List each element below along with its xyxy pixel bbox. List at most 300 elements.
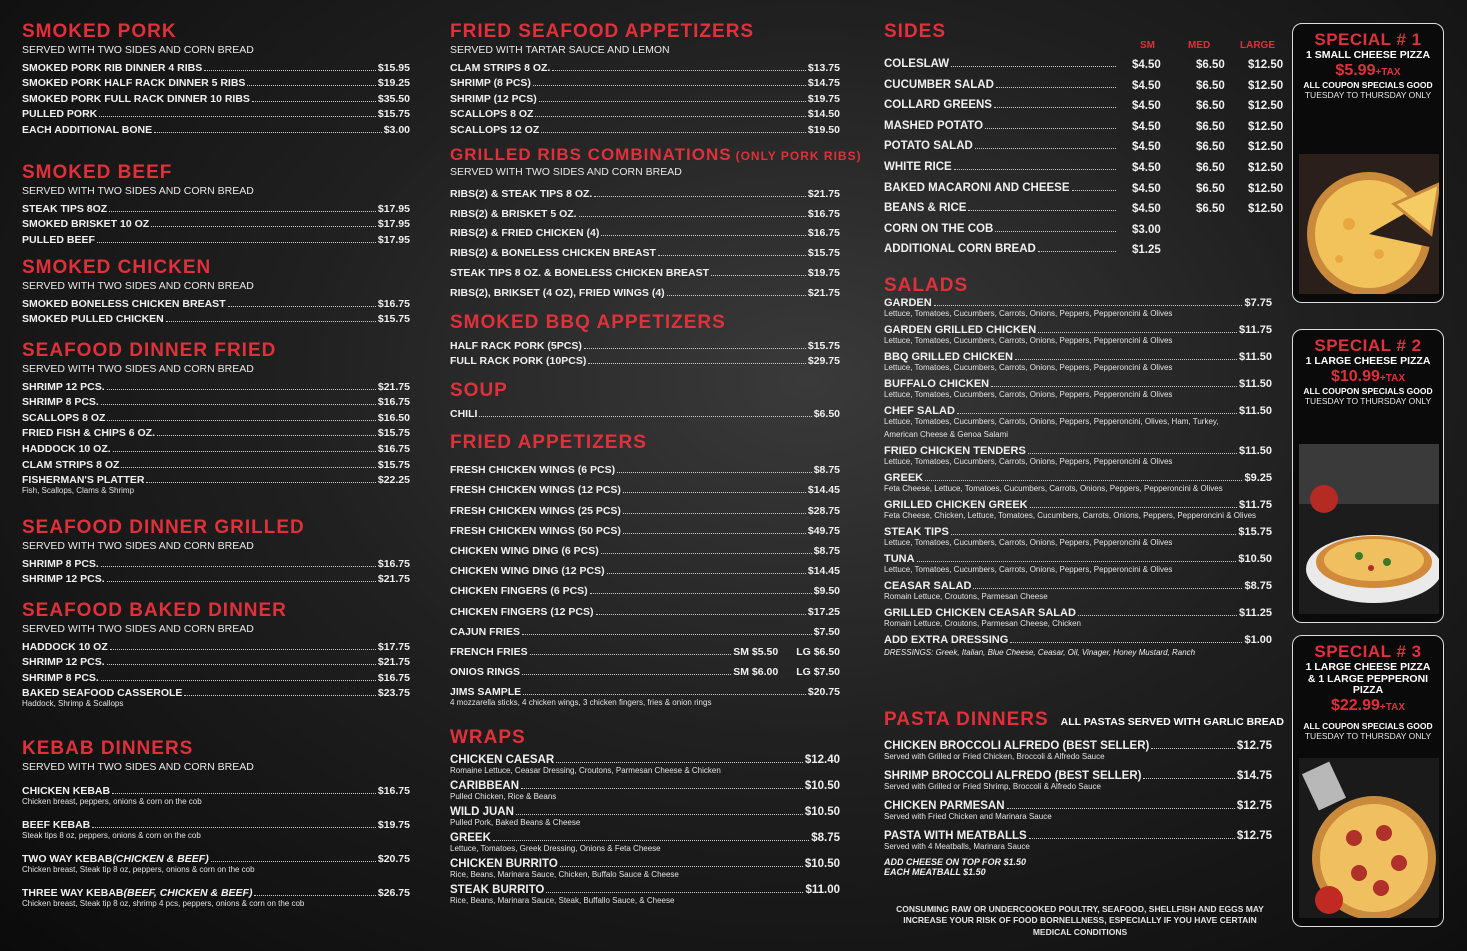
menu-item-price: $21.75 <box>807 187 840 200</box>
side-item-name: COLESLAW <box>884 58 950 70</box>
side-price: $4.50 <box>1132 59 1161 71</box>
special-1-card <box>1292 23 1444 303</box>
side-price: $12.50 <box>1248 141 1284 154</box>
menu-item-price: $12.75 <box>1236 740 1272 752</box>
menu-item-name: SHRIMP 8 PCS. <box>22 396 99 409</box>
menu-item-row <box>22 89 410 105</box>
dot-leader <box>954 169 1116 170</box>
section-title: SEAFOOD DINNER GRILLED <box>22 517 305 538</box>
item-description: Pulled Pork, Baked Beans & Cheese <box>450 818 581 827</box>
menu-item-price: $14.75 <box>1236 770 1272 782</box>
section-title: SALADS <box>884 275 969 296</box>
menu-item-price: $16.75 <box>807 207 840 220</box>
side-price: $12.50 <box>1248 100 1284 113</box>
dot-leader <box>556 762 803 763</box>
menu-item-row <box>22 653 410 669</box>
side-price: $4.50 <box>1132 100 1161 113</box>
menu-item-price-small: SM $6.00 <box>733 666 779 679</box>
dot-leader <box>110 649 376 650</box>
menu-item-row <box>884 551 1272 565</box>
menu-item-name: STEAK TIPS 8 OZ. & BONELESS CHICKEN BREAST <box>450 266 710 279</box>
side-price: $12.50 <box>1248 162 1284 174</box>
dot-leader <box>493 840 809 841</box>
side-price: $6.50 <box>1196 162 1225 174</box>
side-item-name: MASHED POTATO <box>884 119 984 132</box>
menu-item-name: PULLED BEEF <box>22 233 95 246</box>
item-description: Served with Grilled or Fried Chicken, Broccoli & Alfredo Sauce <box>884 752 1105 761</box>
menu-item-price: $8.75 <box>811 832 840 844</box>
menu-item-row <box>450 239 840 259</box>
menu-item-name: CHICKEN FINGERS (12 PCS) <box>450 605 594 618</box>
menu-item-row <box>884 322 1272 336</box>
dot-leader <box>1078 615 1237 616</box>
dot-leader <box>584 348 806 349</box>
menu-item-name: BUFFALO CHICKEN <box>884 378 990 390</box>
menu-item-row <box>884 797 1272 812</box>
menu-item-row <box>450 618 840 638</box>
side-item-row <box>884 223 1118 235</box>
dot-leader <box>112 793 376 794</box>
menu-item-price: $28.75 <box>807 504 840 517</box>
item-description: Lettuce, Tomatoes, Greek Dressing, Onions & Feta Cheese <box>450 844 661 853</box>
menu-item-row <box>450 496 840 516</box>
dot-leader <box>101 404 376 405</box>
dot-leader <box>530 654 732 655</box>
menu-item-name: RIBS(2) & FRIED CHICKEN (4) <box>450 227 600 240</box>
menu-item-price: $15.75 <box>377 313 410 326</box>
dot-leader <box>541 132 806 133</box>
menu-item-name: HALF RACK PORK (5PCS) <box>450 339 582 352</box>
menu-item-name: BAKED SEAFOOD CASSEROLE <box>22 687 183 700</box>
menu-item-name: PULLED PORK <box>22 108 98 121</box>
section-sides <box>884 21 1284 262</box>
section-title: WRAPS <box>450 727 526 748</box>
menu-item-price: $21.75 <box>377 573 410 586</box>
special-tax: +TAX <box>1375 66 1401 78</box>
menu-item-row <box>450 476 840 496</box>
side-item-row <box>884 79 1118 91</box>
section-smoked-pork <box>22 22 410 136</box>
dot-leader <box>934 305 1243 306</box>
menu-item-row <box>22 120 410 136</box>
side-item-name: BAKED MACARONI AND CHEESE <box>884 181 1070 194</box>
dot-leader <box>154 132 382 133</box>
dot-leader <box>479 416 811 417</box>
special-description-2: & 1 LARGE PEPPERONI PIZZA <box>1307 672 1429 697</box>
special-coupon: ALL COUPON SPECIALS GOOD <box>1303 385 1433 396</box>
section-fried-appetizers <box>450 433 840 707</box>
dot-leader <box>968 210 1116 211</box>
menu-item-price: $10.50 <box>804 858 840 870</box>
dot-leader <box>101 566 376 567</box>
menu-item-name: FRIED CHICKEN TENDERS <box>884 445 1026 457</box>
menu-item-price: $16.50 <box>377 411 410 424</box>
menu-item-row <box>450 777 840 792</box>
menu-item-price: $17.95 <box>377 233 410 246</box>
menu-item-row <box>450 456 840 476</box>
dot-leader <box>617 472 812 473</box>
menu-item-name: SMOKED BONELESS CHICKEN BREAST <box>22 297 226 310</box>
menu-item-name: FRENCH FRIES <box>450 645 528 658</box>
menu-item-name: SHRIMP (8 PCS) <box>450 77 531 89</box>
menu-item-name: STEAK BURRITO <box>450 884 545 896</box>
menu-item-name: RIBS(2) & BRISKET 5 OZ. <box>450 207 577 220</box>
side-price: $6.50 <box>1196 203 1225 216</box>
cheese-pizza-icon <box>1299 444 1439 614</box>
menu-item-row <box>22 554 410 570</box>
dot-leader <box>107 581 376 582</box>
dot-leader <box>254 895 375 896</box>
section-title: SEAFOOD BAKED DINNER <box>22 600 287 621</box>
dot-leader <box>523 694 806 695</box>
side-price: $6.50 <box>1196 141 1225 154</box>
menu-item-price: $22.25 <box>377 474 410 487</box>
menu-item-price: $11.00 <box>805 884 840 896</box>
menu-item-name: CHICKEN WING DING (6 PCS) <box>450 544 599 557</box>
side-item-row <box>884 140 1118 152</box>
dot-leader <box>560 866 803 867</box>
section-subtitle: SERVED WITH TWO SIDES AND CORN BREAD <box>450 166 682 178</box>
side-price: $6.50 <box>1196 182 1225 195</box>
menu-item-row <box>22 883 410 899</box>
sides-size-header: SM <box>1140 40 1155 51</box>
menu-item-price: $6.50 <box>813 407 840 420</box>
menu-item-row <box>22 637 410 653</box>
side-item-name: POTATO SALAD <box>884 140 973 153</box>
side-item-row <box>884 182 1118 194</box>
dot-leader <box>594 196 806 197</box>
dot-leader <box>184 695 375 696</box>
menu-item-price: $17.95 <box>377 218 410 231</box>
menu-item-name: CHICKEN BURRITO <box>450 858 558 870</box>
special-3-card <box>1292 635 1444 927</box>
menu-item-row <box>22 310 410 326</box>
side-price: $4.50 <box>1132 79 1161 92</box>
special-description: 1 LARGE CHEESE PIZZA <box>1305 355 1431 367</box>
menu-item-name: SHRIMP 12 PCS. <box>22 656 105 669</box>
menu-item-name: SHRIMP 8 PCS. <box>22 671 99 684</box>
menu-item-name: CHICKEN FINGERS (6 PCS) <box>450 585 588 598</box>
side-item-row <box>884 120 1118 132</box>
menu-item-name: TWO WAY KEBAB <box>22 853 113 865</box>
menu-item-price: $13.75 <box>807 61 840 74</box>
menu-item-price: $15.75 <box>377 458 410 471</box>
section-kebab-dinners <box>22 739 410 917</box>
side-item-row <box>884 202 1118 214</box>
dressings-note: DRESSINGS: Greek, Italian, Blue Cheese, Ceasar, Oil, Vinager, Honey Mustard, Ranch <box>884 648 1196 657</box>
menu-item-row <box>450 751 840 766</box>
menu-item-row <box>450 58 840 74</box>
menu-item-name: GREEK <box>884 472 924 484</box>
menu-item-price: $10.50 <box>804 806 840 818</box>
menu-item-name: CHICKEN CAESAR <box>450 754 555 766</box>
dot-leader <box>107 664 376 665</box>
menu-item-name: GRILLED CHICKEN GREEK <box>884 499 1028 511</box>
menu-item-name: SCALLOPS 8 OZ <box>22 411 106 424</box>
item-description: Served with Fried Chicken and Marinara Sauce <box>884 812 1052 821</box>
side-price: $4.50 <box>1132 120 1161 133</box>
menu-item-price: $16.75 <box>377 785 410 797</box>
side-item-row <box>884 58 1118 70</box>
menu-item-price-large: LG $7.50 <box>796 666 840 679</box>
menu-item-row <box>884 376 1272 390</box>
menu-item-price: $12.75 <box>1236 800 1272 812</box>
item-description: Lettuce, Tomatoes, Cucumbers, Carrots, Onions, Peppers, Pepperoncini & Olives <box>884 390 1173 399</box>
menu-item-name: RIBS(2), BRIKSET (4 OZ), FRIED WINGS (4) <box>450 286 665 299</box>
menu-item-name: SCALLOPS 8 OZ <box>450 108 534 120</box>
menu-item-price: $9.50 <box>813 585 840 598</box>
dot-leader <box>109 211 376 212</box>
menu-item-row <box>22 105 410 121</box>
item-description: Lettuce, Tomatoes, Cucumbers, Carrots, Onions, Peppers, Pepperoncini & Olives <box>884 309 1173 318</box>
menu-item-row <box>884 349 1272 363</box>
menu-item-price: $14.50 <box>807 108 840 120</box>
dot-leader <box>204 70 376 71</box>
special-days: TUESDAY TO THURSDAY ONLY <box>1304 395 1432 406</box>
dot-leader <box>1015 359 1237 360</box>
menu-item-row <box>450 855 840 870</box>
menu-item-name: RIBS(2) & STEAK TIPS 8 OZ. <box>450 187 593 200</box>
dot-leader <box>107 420 375 421</box>
menu-item-row <box>450 557 840 577</box>
section-smoked-chicken <box>22 258 410 325</box>
menu-item-name: SHRIMP 12 PCS. <box>22 573 105 586</box>
special-days: TUESDAY TO THURSDAY ONLY <box>1304 730 1432 741</box>
dot-leader <box>533 85 806 86</box>
dot-leader <box>1028 453 1237 454</box>
menu-item-row <box>884 443 1272 457</box>
item-description: Lettuce, Tomatoes, Cucumbers, Carrots, Onions, Peppers, Pepperoncini & Olives <box>884 457 1173 466</box>
dot-leader <box>607 573 806 574</box>
pasta-note-cheese: ADD CHEESE ON TOP FOR $1.50 <box>884 857 1027 867</box>
section-title: SMOKED BEEF <box>22 162 173 183</box>
menu-item-name: FRESH CHICKEN WINGS (50 PCS) <box>450 524 621 537</box>
dot-leader <box>1038 251 1116 252</box>
item-description: Romaine Lettuce, Ceasar Dressing, Croutons, Parmesan Cheese & Chicken <box>450 766 721 775</box>
menu-item-name: SCALLOPS 12 OZ <box>450 123 540 136</box>
dot-leader <box>711 275 806 276</box>
section-subtitle: SERVED WITH TWO SIDES AND CORN BREAD <box>22 44 254 56</box>
menu-item-row <box>22 439 410 455</box>
menu-item-name: STEAK TIPS 8OZ <box>22 202 108 215</box>
dot-leader <box>957 413 1237 414</box>
menu-item-row <box>884 578 1272 592</box>
section-title: KEBAB DINNERS <box>22 738 194 759</box>
menu-item-name: CHICKEN KEBAB <box>22 785 111 797</box>
side-item-row <box>884 243 1118 255</box>
menu-item-row <box>884 524 1272 538</box>
item-description: Rice, Beans, Marinara Sauce, Steak, Buffallo Sauce, & Cheese <box>450 896 675 905</box>
menu-item-row <box>884 605 1272 619</box>
menu-item-row <box>22 455 410 471</box>
menu-item-name: FRESH CHICKEN WINGS (25 PCS) <box>450 504 621 517</box>
menu-item-row <box>450 638 840 658</box>
menu-item-row <box>450 220 840 240</box>
menu-item-name: WILD JUAN <box>450 806 514 818</box>
menu-item-price: $21.75 <box>377 380 410 393</box>
menu-item-price: $23.75 <box>377 687 410 700</box>
menu-item-name: SHRIMP 8 PCS. <box>22 557 99 570</box>
sides-title: SIDES <box>884 21 947 42</box>
item-description: Chicken breast, Steak tip 8 oz, peppers, onions & corn on the cob <box>22 865 255 874</box>
menu-item-row <box>450 180 840 200</box>
dot-leader <box>92 827 376 828</box>
dot-leader <box>247 85 375 86</box>
menu-item-price: $11.25 <box>1238 607 1272 619</box>
menu-item-row <box>22 471 410 487</box>
item-description: Chicken breast, peppers, onions & corn on the cob <box>22 797 202 806</box>
menu-item-price: $20.75 <box>807 686 840 699</box>
menu-item-name: FISHERMAN'S PLATTER <box>22 474 145 487</box>
section-title: SMOKED PORK <box>22 21 177 42</box>
item-description: Lettuce, Tomatoes, Cucumbers, Carrots, Onions, Peppers, Pepperoncini & Olives <box>884 363 1173 372</box>
special-tax: +TAX <box>1379 372 1406 384</box>
special-price-value: $10.99 <box>1330 367 1380 385</box>
menu-item-price: $11.50 <box>1238 445 1272 457</box>
menu-item-row <box>22 781 410 797</box>
menu-item-row <box>22 684 410 700</box>
side-price: $4.50 <box>1132 203 1161 216</box>
section-smoked-bbq-appetizers <box>450 313 840 367</box>
menu-item-name: GARDEN <box>884 297 932 309</box>
dot-leader <box>975 148 1116 149</box>
menu-item-name: GARDEN GRILLED CHICKEN <box>884 324 1037 336</box>
section-seafood-dinner-fried <box>22 341 410 495</box>
section-title-note: ALL PASTAS SERVED WITH GARLIC BREAD <box>1060 716 1284 728</box>
special-days: TUESDAY TO THURSDAY ONLY <box>1304 89 1432 100</box>
special-price <box>1293 697 1443 715</box>
menu-item-row <box>450 336 840 352</box>
menu-item-price: $35.50 <box>377 92 410 105</box>
menu-item-price: $11.50 <box>1238 378 1272 390</box>
menu-item-price: $11.75 <box>1238 324 1272 336</box>
menu-item-price: $14.75 <box>807 77 840 89</box>
menu-item-row <box>450 120 840 136</box>
side-item-row <box>884 99 1118 111</box>
dot-leader <box>951 534 1237 535</box>
dot-leader <box>146 482 375 483</box>
menu-item-row <box>884 497 1272 511</box>
dot-leader <box>1007 808 1235 809</box>
menu-item-price: $7.75 <box>1244 297 1272 309</box>
menu-item-name: FRIED FISH & CHIPS 6 OZ. <box>22 427 156 440</box>
menu-item-row <box>22 408 410 424</box>
side-price: $4.50 <box>1132 182 1161 195</box>
menu-item-row <box>450 404 840 420</box>
menu-item-name: FRESH CHICKEN WINGS (6 PCS) <box>450 464 616 477</box>
dot-leader <box>588 363 806 364</box>
section-title <box>450 145 862 164</box>
menu-item-row <box>450 829 840 844</box>
menu-item-price: $19.25 <box>377 77 410 90</box>
menu-item-name: JIMS SAMPLE <box>450 686 522 699</box>
dot-leader <box>539 101 806 102</box>
menu-item-row <box>884 403 1272 417</box>
menu-item-name: BEEF KEBAB <box>22 819 91 831</box>
menu-item-price: $14.45 <box>807 565 840 578</box>
menu-item-row <box>450 537 840 557</box>
section-subtitle: SERVED WITH TWO SIDES AND CORN BREAD <box>22 623 254 635</box>
menu-item-row <box>450 803 840 818</box>
section-seafood-dinner-grilled <box>22 518 410 585</box>
menu-item-name: SHRIMP BROCCOLI ALFREDO (BEST SELLER) <box>884 770 1142 782</box>
menu-item-row <box>450 597 840 617</box>
item-description: Romain Lettuce, Croutons, Parmesan Cheese <box>884 592 1048 601</box>
menu-item-row <box>22 215 410 231</box>
menu-item-name: CLAM STRIPS 8 OZ. <box>450 61 551 74</box>
side-price: $6.50 <box>1196 79 1225 92</box>
side-price: $12.50 <box>1248 79 1284 92</box>
menu-item-row <box>22 199 410 215</box>
section-title: FRIED APPETIZERS <box>450 432 647 453</box>
side-item-name: COLLARD GREENS <box>884 99 992 112</box>
menu-item-price: $11.50 <box>1238 351 1272 363</box>
menu-item-price: $12.75 <box>1236 830 1272 842</box>
dot-leader <box>973 588 1242 589</box>
menu-item-name: SHRIMP (12 PCS) <box>450 92 537 105</box>
section-subtitle: SERVED WITH TWO SIDES AND CORN BREAD <box>22 363 254 375</box>
menu-item-row <box>884 827 1272 842</box>
item-description: Fish, Scallops, Clams & Shrimp <box>22 486 135 496</box>
section-title: SMOKED BBQ APPETIZERS <box>450 312 726 333</box>
menu-item-price: $15.75 <box>377 108 410 121</box>
special-2-card <box>1292 329 1444 623</box>
dot-leader <box>590 593 812 594</box>
dot-leader <box>113 451 376 452</box>
menu-item-price: $14.45 <box>807 484 840 497</box>
dot-leader <box>1143 778 1234 779</box>
dot-leader <box>925 480 1242 481</box>
menu-item-name: CHICKEN WING DING (12 PCS) <box>450 565 605 578</box>
special-title: SPECIAL # 1 <box>1314 30 1422 49</box>
menu-item-row <box>22 377 410 393</box>
menu-item-price: $16.75 <box>807 227 840 240</box>
menu-item-name: FULL RACK PORK (10PCS) <box>450 355 587 367</box>
item-description: Lettuce, Tomatoes, Cucumbers, Carrots, Onions, Peppers, Pepperoncini & Olives <box>884 565 1173 574</box>
menu-item-name: EACH ADDITIONAL BONE <box>22 123 153 136</box>
menu-item-price: $9.25 <box>1244 472 1272 484</box>
menu-item-row <box>22 849 410 865</box>
menu-item-name: SMOKED PULLED CHICKEN <box>22 313 164 326</box>
dot-leader <box>996 87 1116 88</box>
item-description: Rice, Beans, Marinara Sauce, Chicken, Buffalo Sauce & Cheese <box>450 870 679 879</box>
dot-leader <box>157 435 376 436</box>
menu-item-price: $16.75 <box>377 557 410 570</box>
spacer <box>884 729 1272 737</box>
menu-item-price: $16.75 <box>377 297 410 310</box>
item-description: Haddock, Shrimp & Scallops <box>22 699 124 709</box>
side-item-name: WHITE RICE <box>884 161 952 173</box>
side-price: $6.50 <box>1196 100 1225 113</box>
menu-item-price: $3.00 <box>383 123 410 136</box>
menu-item-price: $15.75 <box>1238 526 1272 538</box>
special-description: 1 SMALL CHEESE PIZZA <box>1305 49 1431 61</box>
menu-item-name: CAJUN FRIES <box>450 625 521 638</box>
side-price: $1.25 <box>1132 244 1161 257</box>
menu-item-row <box>450 517 840 537</box>
dot-leader <box>994 107 1116 108</box>
dot-leader <box>596 614 806 615</box>
section-salads <box>884 276 1272 657</box>
special-price-value: $22.99 <box>1330 696 1380 714</box>
item-description: Chicken breast, Steak tip 8 oz, shrimp 4 pcs, peppers, onions & corn on the cob <box>22 899 305 908</box>
dot-leader <box>951 66 1116 67</box>
menu-item-price: $19.75 <box>377 819 410 831</box>
menu-item-price: $17.95 <box>377 202 410 215</box>
side-item-name: BEANS & RICE <box>884 202 967 215</box>
menu-item-name: CLAM STRIPS 8 OZ <box>22 458 120 471</box>
menu-item-price: $8.75 <box>1244 580 1272 592</box>
